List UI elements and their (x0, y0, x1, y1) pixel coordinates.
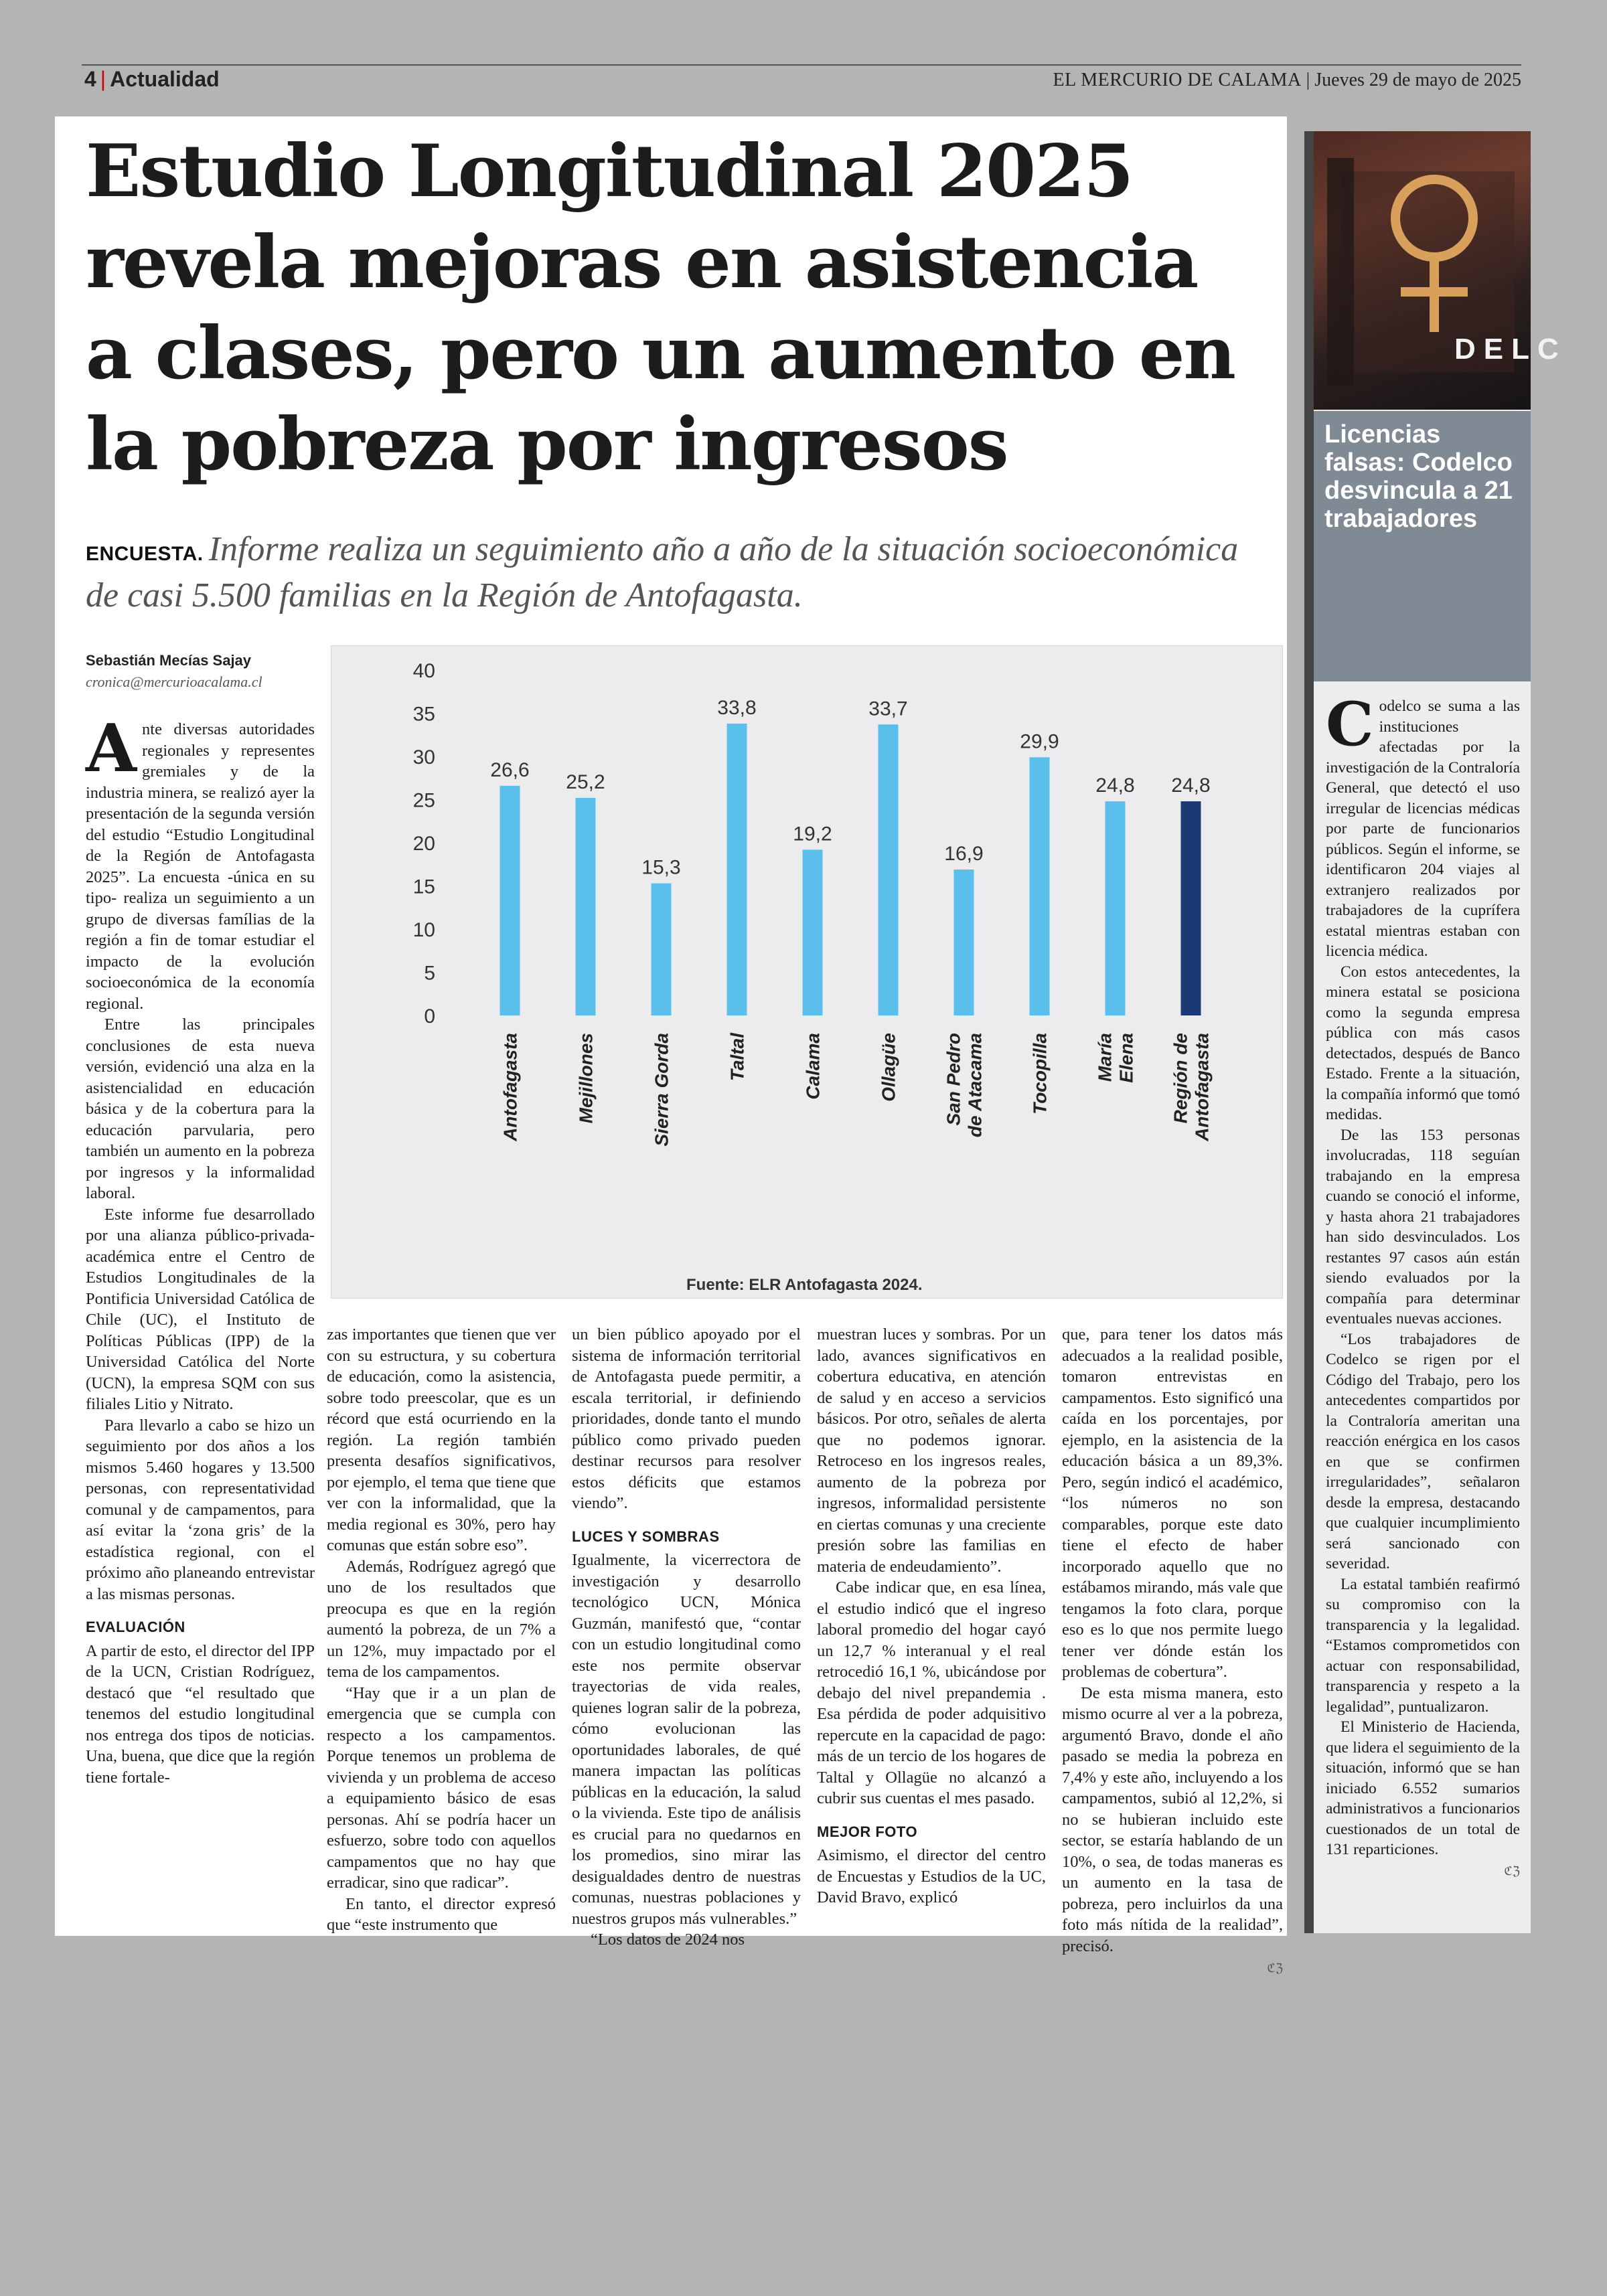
y-tick-label: 40 (412, 660, 435, 682)
deck-text: Informe realiza un seguimiento año a año de la situación socioeconómica de casi 5.500 familias en la Región de Antofagasta. (86, 530, 1239, 614)
end-mark-row (1062, 1957, 1283, 1979)
article-sheet (55, 116, 1287, 1975)
page-header-left (84, 67, 220, 92)
x-tick-label-line: Ollagüe (878, 1033, 899, 1102)
bar-chart-svg (331, 646, 1282, 1298)
paragraph: A partir de esto, el director del IPP de la UCN, Cristian Rodríguez, destacó que “el resultado que tenemos del estudio longitudinal nos entrega dos tipos de noticias. Una, buena, que dice que la región tiene fortale- (86, 1641, 315, 1787)
bar (500, 786, 520, 1015)
paragraph: De esta misma manera, esto mismo ocurre al ver a la pobreza, argumentó Bravo, donde el año pasado se media la pobreza en 7,4% y este año, incluyendo a los campamentos, subió al 12,2%, si no se hubieran incluido este sector, se estaría hablando de un 10%, o sea, de todas maneras es un aumento en la tasa de pobreza, pero incluirlos da una foto más nítida de la realidad”, precisó. (1062, 1684, 1283, 1955)
x-tick-label-line: Antofagasta (500, 1033, 521, 1141)
byline-name: Sebastián Mecías Sajay (86, 652, 252, 669)
y-tick-label: 35 (412, 703, 435, 726)
data-label: 33,8 (717, 696, 757, 719)
chart-source: Fuente: ELR Antofagasta 2024. (686, 1276, 923, 1294)
x-tick-label-line: María (1094, 1033, 1116, 1082)
paragraph: Con estos antecedentes, la minera estatal se posiciona como la segunda empresa pública con más casos detectados, después de Banco Estado. Frente a la situación, la compañía informó que tomó medidas. (1326, 963, 1520, 1123)
y-tick-label: 30 (412, 746, 435, 768)
article-column-2 (327, 1324, 556, 1936)
data-label: 25,2 (566, 770, 605, 793)
headline: Estudio Longitudinal 2025 revela mejoras en asistencia a clases, pero un aumento en la pobreza por ingresos (86, 129, 1235, 487)
y-tick-label: 25 (412, 789, 435, 812)
paragraph: un bien público apoyado por el sistema de información territorial de Antofagasta puede permitir, a escala territorial, ir definiendo prioridades, donde tanto el mundo público como privado pueden destinar recursos para resolver estos déficits que estamos viendo”. (572, 1325, 801, 1512)
subheading-mejor-foto: MEJOR FOTO (817, 1823, 918, 1840)
x-tick-label-line: Calama (802, 1033, 824, 1100)
sidebar-text (1326, 689, 1520, 1881)
x-tick-label (500, 1033, 521, 1142)
x-tick-label (943, 1033, 986, 1137)
x-tick-label-line: Antofagasta (1191, 1033, 1213, 1141)
kicker: ENCUESTA. (86, 543, 204, 565)
data-label: 24,8 (1095, 774, 1135, 797)
dropcap: A (86, 710, 137, 787)
byline-email: cronica@mercurioacalama.cl (86, 673, 262, 690)
x-tick-label-line: Región de (1170, 1033, 1191, 1124)
sidebar (1304, 131, 1567, 1933)
bar (954, 870, 974, 1015)
x-tick-label-line: San Pedro (943, 1033, 964, 1126)
header-separator: | (100, 67, 106, 91)
header-rule (82, 64, 1521, 66)
codelco-photo-graphic (1314, 131, 1567, 410)
paragraph: odelco se suma a las instituciones afectadas por la investigación de la Contraloría General, que detectó el uso irregular de licencias médicas por parte de funcionarios públicos. Según el informe, se identificaron 204 viajes al extranjero realizados por trabajadores de la cuprífera estatal mientras estaban con licencia médica. (1326, 698, 1520, 960)
x-tick-label-line: Elena (1116, 1033, 1137, 1083)
bar (1181, 801, 1201, 1015)
subheading-evaluacion: EVALUACIÓN (86, 1619, 185, 1635)
bar (652, 884, 672, 1015)
article-column-4 (817, 1324, 1046, 1908)
paragraph: “Hay que ir a un plan de emergencia que se cumpla con respecto a los campamentos. Porque tenemos un problema de vivienda y un problema de acceso a equipamiento básico de esas personas. Ahí se podría hacer un esfuerzo, sobre todo con aquellos campamentos que no hay que erradicar, sino que radicar”. (327, 1684, 556, 1892)
paragraph: zas importantes que tienen que ver con su estructura, y su cobertura de educación, como la asistencia, sobre todo preescolar, que es un récord que está ocurriendo en la región. La región también presenta desafíos significativos, por ejemplo, el tema que tiene que ver con la informalidad, que la media regional es 30%, pero hay comunas que están sobre eso”. (327, 1325, 556, 1554)
publication-name: EL MERCURIO DE CALAMA (1053, 70, 1302, 90)
y-tick-label: 5 (424, 962, 435, 985)
paragraph: Asimismo, el director del centro de Encuestas y Estudios de la UC, David Bravo, explicó (817, 1846, 1046, 1906)
data-label: 24,8 (1171, 774, 1211, 797)
sidebar-dropcap: C (1326, 689, 1374, 760)
data-label: 33,7 (868, 698, 908, 720)
x-tick-label (1030, 1033, 1051, 1115)
sidebar-end-mark: ℭℨ (1504, 1864, 1520, 1878)
page-number: 4 (84, 67, 96, 91)
bar (878, 724, 899, 1015)
article-column-5 (1062, 1324, 1283, 1979)
subheading-luces-y-sombras: LUCES Y SOMBRAS (572, 1528, 720, 1545)
bar-chart (331, 645, 1283, 1299)
paragraph: La estatal también reafirmó su compromiso con la transparencia y la legalidad. “Estamos comprometidos con actuar con responsabilidad, transparencia y respeto a la legalidad”, puntualizaron. (1326, 1575, 1520, 1716)
y-tick-label: 15 (412, 876, 435, 898)
x-tick-label (652, 1033, 672, 1147)
deck (86, 529, 1278, 617)
sidebar-end-mark-row (1326, 1860, 1520, 1882)
codelco-photo (1314, 131, 1567, 410)
paragraph: Entre las principales conclusiones de esta nueva versión, evidenció una alza en la asistencialidad en educación básica y de la cobertura para la educación parvularia, pero también un aumento en la pobreza por ingresos y la informalidad laboral. (86, 1015, 315, 1202)
x-tick-label-line: Tocopilla (1029, 1033, 1051, 1115)
x-tick-label (878, 1033, 899, 1102)
paragraph: “Los datos de 2024 nos (591, 1931, 745, 1949)
paragraph: “Los trabajadores de Codelco se rigen por el Código del Trabajo, pero los antecedentes compartidos por la Contraloría ameritan una reacción enérgica en los casos en que se confirmen irregularidades”, señalaron desde la empresa, destacando que cualquier incumplimiento será sancionado con severidad. (1326, 1330, 1520, 1572)
x-tick-label (1095, 1033, 1137, 1083)
paragraph: Igualmente, la vicerrectora de investigación y desarrollo tecnológico UCN, Mónica Guzmán, manifestó que, “contar con un estudio longitudinal como este nos permite observar trayectorias de vida reales, quienes logran salir de la pobreza, cómo evolucionan las oportunidades laborales, de qué manera impactan las políticas públicas en la educación, la salud o la vivienda. Este tipo de análisis es crucial para no quedarnos en los promedios, sino mirar las desigualdades dentro de nuestras comunas, nuestras poblaciones y nuestros grupos más vulnerables.” (572, 1551, 801, 1928)
section-name: Actualidad (110, 67, 220, 91)
paragraph: que, para tener los datos más adecuados a la realidad posible, tomaron entrevistas en campamentos. Esto significó una caída en los porcentajes, por ejemplo, en la asistencia de la educación básica a un 89,3%. Pero, según indicó el académico, “los números no son comparables, porque este dato tiene el efecto de haber incorporado aquello que no estábamos mirando, más vale que tengamos la foto clara, porque eso es lo que nos permite luego tener ver dónde están los problemas de cobertura”. (1062, 1325, 1283, 1681)
bar (1105, 801, 1126, 1015)
x-tick-label (803, 1033, 824, 1100)
paragraph: En tanto, el director expresó que “este instrumento que (327, 1894, 556, 1934)
bar (1030, 757, 1050, 1015)
paragraph: El Ministerio de Hacienda, que lidera el seguimiento de la situación, informó que se han iniciado 6.552 sumarios administrativos a funcionarios cuestionados de un total de 131 reparticiones. (1326, 1718, 1520, 1858)
data-label: 26,6 (490, 758, 530, 781)
x-tick-label-line: Sierra Gorda (651, 1033, 672, 1147)
publication-date: Jueves 29 de mayo de 2025 (1314, 70, 1521, 90)
sidebar-title: Licencias falsas: Codelco desvincula a 21 trabajadores (1314, 411, 1531, 681)
bar (803, 849, 823, 1015)
article-column-1 (86, 710, 315, 1788)
paragraph: De las 153 personas involucradas, 118 seguían trabajando en la empresa cuando se conoció el informe, y hasta ahora 21 trabajadores han sido desvinculados. Los restantes 97 casos aún están siendo evaluados por la compañía para determinar eventuales nuevas acciones. (1326, 1126, 1520, 1327)
x-tick-label-line: Taltal (726, 1033, 748, 1082)
paragraph: Este informe fue desarrollado por una alianza público-privada-académica entre el Centro de Estudios Longitudinales de la Pontificia Universidad Católica de Chile (UC), el Instituto de Políticas Públicas (IPP) de la Universidad Católica del Norte (UCN), la empresa SQM con sus filiales Litio y Nitrato. (86, 1205, 315, 1413)
data-label: 15,3 (641, 856, 681, 879)
x-tick-label (727, 1032, 748, 1081)
y-tick-label: 10 (412, 919, 435, 941)
paragraph: nte diversas autoridades regionales y representes gremiales y de la industria minera, se realizó ayer la presentación de la segunda versión del estudio “Estudio Longitudinal de la Región de Antofagasta 2025”. La encuesta -única en su tipo- realiza un seguimiento a un grupo de diversas famílias de la región a fin de tomar estudiar el impacto de la evolución socioeconómica de la economía regional. (86, 720, 315, 1013)
bar (727, 724, 747, 1015)
y-tick-label: 20 (412, 833, 435, 855)
paragraph: Además, Rodríguez agregó que uno de los resultados que preocupa es que en la región aumentó la pobreza, de un 7% a un 12%, muy impactado por el tema de los campamentos. (327, 1557, 556, 1681)
photo-lettering: DELC (1454, 333, 1567, 365)
x-tick-label (576, 1033, 597, 1123)
byline (86, 652, 262, 691)
x-tick-label-line: Mejillones (575, 1033, 597, 1124)
paragraph: Cabe indicar que, en esa línea, el estudio indicó que el ingreso laboral promedio del hogar cayó un 12,7 % interanual y el real retrocedió 16,1 %, ubicándose por debajo del nivel prepandemia . Esa pérdida de poder adquisitivo repercute en la capacidad de pago: más de un tercio de los hogares de Taltal y Ollagüe no alcanzó a cubrir sus cuentas el mes pasado. (817, 1578, 1046, 1807)
end-mark: ℭℨ (1267, 1961, 1283, 1975)
paragraph: Para llevarlo a cabo se hizo un seguimiento por dos años a los mismos 5.460 hogares y 13.500 personas, con representatividad comunal y de campamentos, para así evitar la ‘zona gris’ de la estadística regional, con el próximo año planeando entrevistar a las mismas personas. (86, 1416, 315, 1603)
paragraph: muestran luces y sombras. Por un lado, avances significativos en cobertura educativa, en atención de salud y en acceso a servicios básicos. Por otro, señales de alerta que no podemos ignorar. Retroceso en los ingresos reales, aumento de la pobreza por ingresos, informalidad persistente en ciertas comunas y una creciente presión sobre las familias en materia de endeudamiento”. (817, 1325, 1046, 1576)
x-tick-label-line: de Atacama (964, 1033, 986, 1138)
x-tick-label (1170, 1033, 1213, 1142)
article-column-3 (572, 1324, 801, 1951)
data-label: 19,2 (793, 823, 832, 845)
data-label: 29,9 (1020, 730, 1059, 753)
page-header-right: EL MERCURIO DE CALAMA | Jueves 29 de mayo de 2025 (1053, 70, 1521, 90)
bar (576, 798, 596, 1015)
y-tick-label: 0 (424, 1005, 435, 1028)
data-label: 16,9 (944, 842, 984, 865)
